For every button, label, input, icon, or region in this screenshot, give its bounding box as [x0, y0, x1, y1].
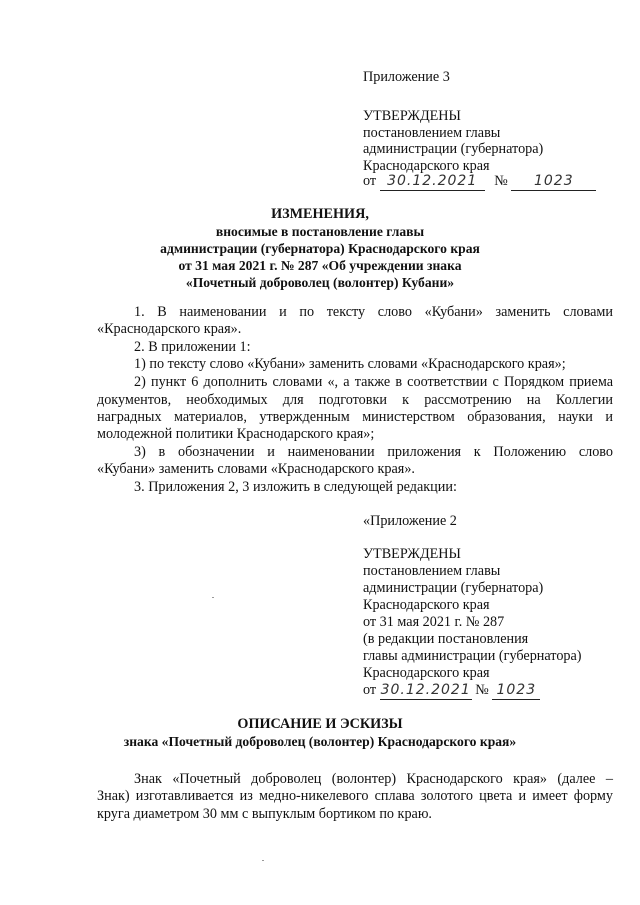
- paragraph-line: 3. Приложения 2, 3 изложить в следующей редакции:: [134, 479, 457, 495]
- from-label: от: [363, 173, 377, 189]
- changes-subtitle: «Почетный доброволец (волонтер) Кубани»: [185, 275, 455, 290]
- paragraph-line: Знак «Почетный доброволец (волонтер) Краснодарского края» (далее –: [134, 771, 613, 787]
- approval-line: администрации (губернатора): [363, 580, 544, 596]
- scan-speck: [212, 597, 214, 598]
- from-label: от: [363, 682, 377, 698]
- approval-line: Краснодарского края: [363, 597, 490, 613]
- approval-line: Краснодарского края: [363, 665, 490, 681]
- approval-line: постановлением главы: [363, 125, 501, 141]
- paragraph-line: Знак) изготавливается из медно-никелевого сплава золотого цвета и имеет форму: [97, 788, 613, 804]
- paragraph-line: 1) по тексту слово «Кубани» заменить словами «Краснодарского края»;: [134, 356, 566, 372]
- paragraph-line: 2) пункт 6 дополнить словами «, а также в соответствии с Порядком приема: [134, 374, 613, 390]
- scan-speck: [262, 860, 264, 861]
- paragraph-line: 2. В приложении 1:: [134, 339, 251, 355]
- paragraph-line: наградных материалов, утвержденным министерством образования, науки и: [97, 409, 613, 425]
- paragraph-line: «Краснодарского края».: [97, 321, 242, 337]
- paragraph-line: 3) в обозначении и наименовании приложения к Положению слово: [134, 444, 613, 460]
- changes-title: ИЗМЕНЕНИЯ,: [271, 206, 369, 222]
- number-sign: №: [475, 682, 489, 698]
- approval-line: администрации (губернатора): [363, 141, 544, 157]
- handwritten-date: 30.12.2021: [380, 682, 471, 698]
- approval-line: от 31 мая 2021 г. № 287: [363, 614, 505, 630]
- approval-date-line: [363, 682, 540, 700]
- approval-line: Краснодарского края: [363, 158, 490, 174]
- paragraph-line: молодежной политики Краснодарского края»;: [97, 426, 375, 442]
- paragraph-line: круга диаметром 30 мм с выпуклым бортиком по краю.: [97, 806, 432, 822]
- paragraph-line: 1. В наименовании и по тексту слово «Кубани» заменить словами: [134, 304, 613, 320]
- approval-line: главы администрации (губернатора): [363, 648, 582, 664]
- paragraph-line: документов, необходимых для подготовки к рассмотрению на Коллегии: [97, 392, 613, 408]
- approved-label: УТВЕРЖДЕНЫ: [363, 546, 461, 562]
- approved-label: УТВЕРЖДЕНЫ: [363, 108, 461, 124]
- changes-subtitle: от 31 мая 2021 г. № 287 «Об учреждении знака: [178, 258, 462, 273]
- approval-date-line: [363, 173, 596, 191]
- handwritten-number: 1023: [511, 174, 596, 191]
- description-title: ОПИСАНИЕ И ЭСКИЗЫ: [237, 716, 403, 732]
- description-subtitle: знака «Почетный доброволец (волонтер) Краснодарского края»: [123, 734, 517, 749]
- approval-line: (в редакции постановления: [363, 631, 529, 647]
- handwritten-date: 30.12.2021: [380, 174, 485, 191]
- appendix-label: «Приложение 2: [363, 513, 457, 529]
- number-sign: №: [494, 173, 508, 189]
- paragraph-line: «Кубани» заменить словами «Краснодарского края».: [97, 461, 415, 477]
- changes-subtitle: вносимые в постановление главы: [215, 224, 425, 239]
- changes-subtitle: администрации (губернатора) Краснодарского края: [160, 241, 480, 256]
- approval-line: постановлением главы: [363, 563, 501, 579]
- appendix-label: Приложение 3: [363, 69, 450, 85]
- handwritten-number: 1023: [492, 683, 540, 700]
